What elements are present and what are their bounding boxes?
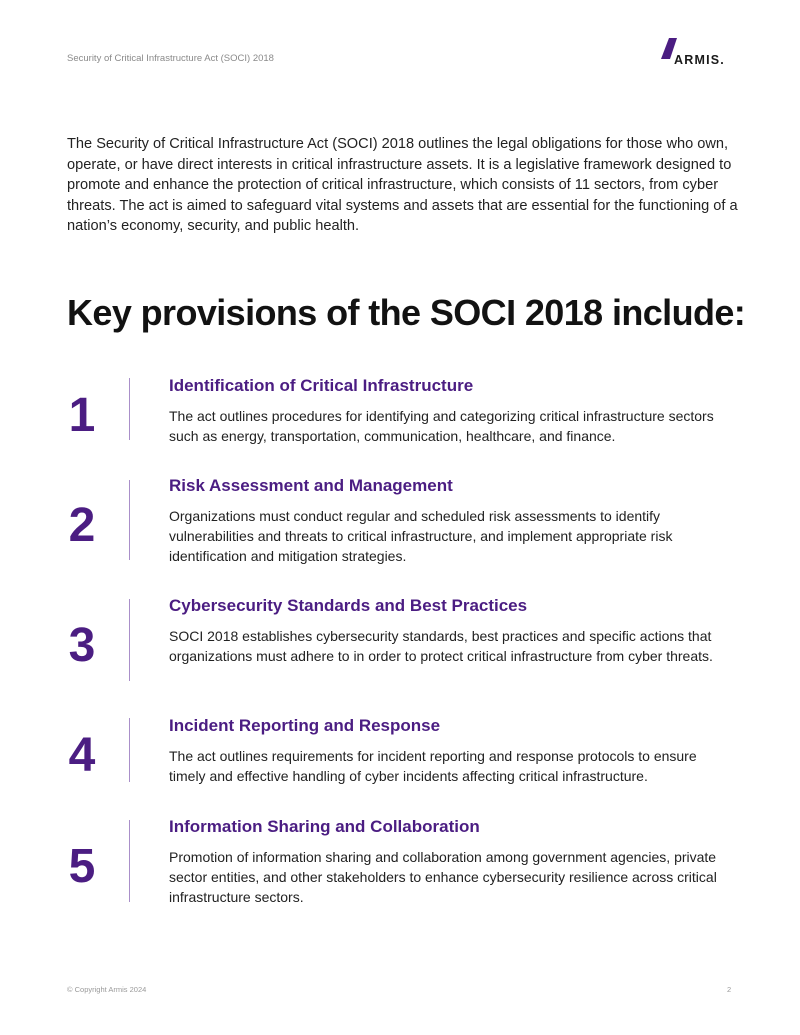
copyright-text: © Copyright Armis 2024 (67, 985, 147, 994)
provision-title: Incident Reporting and Response (169, 716, 441, 735)
provision-divider (129, 599, 130, 681)
provision-description: SOCI 2018 establishes cybersecurity standards, best practices and specific actions that organizations must adhere to in order to protect critical infrastructure from cyber threats. (169, 628, 713, 664)
armis-logo-text: ARMIS. (674, 53, 725, 67)
provision-description: The act outlines procedures for identifying and categorizing critical infrastructure sectors such as energy, transportation, communication, healthcare, and finance. (169, 408, 714, 444)
provision-title: Information Sharing and Collaboration (169, 817, 480, 836)
page-number: 2 (727, 985, 732, 994)
provision-divider (129, 378, 130, 440)
provision-divider (129, 480, 130, 560)
provision-description: Organizations must conduct regular and scheduled risk assessments to identify vulnerabilities and threats to critical infrastructure, and implement appropriate risk identification and mitigation strategies. (169, 508, 673, 564)
provision-divider (129, 820, 130, 902)
provision-number: 1 (68, 389, 96, 442)
provision-number: 3 (68, 619, 96, 672)
provision-description: The act outlines requirements for incident reporting and response protocols to ensure timely and effective handling of cyber incidents affecting critical infrastructure. (169, 748, 697, 784)
provision-title: Risk Assessment and Management (169, 476, 453, 495)
provision-title: Identification of Critical Infrastructure (169, 376, 474, 395)
provision-description: Promotion of information sharing and collaboration among government agencies, private sector entities, and other stakeholders to enhance cybersecurity resilience across critical infrastructure sectors. (169, 849, 717, 905)
provision-number: 5 (68, 840, 96, 893)
section-heading: Key provisions of the SOCI 2018 include: (67, 292, 746, 333)
armis-logo (660, 38, 736, 68)
provision-number: 2 (68, 499, 96, 552)
provision-title: Cybersecurity Standards and Best Practices (169, 596, 528, 615)
provision-number: 4 (68, 729, 96, 782)
document-title: Security of Critical Infrastructure Act (SOCI) 2018 (67, 53, 274, 64)
provision-divider (129, 718, 130, 782)
intro-paragraph: The Security of Critical Infrastructure Act (SOCI) 2018 outlines the legal obligations for those who own, operate, or have direct interests in critical infrastructure assets. It is a legislative framework designed to promote and enhance the protection of critical infrastructure, which consists of 11 sectors, from cyber threats. The act is aimed to safeguard vital systems and assets that are essential for the functioning of a nation’s economy, security, and public health. (67, 136, 738, 234)
